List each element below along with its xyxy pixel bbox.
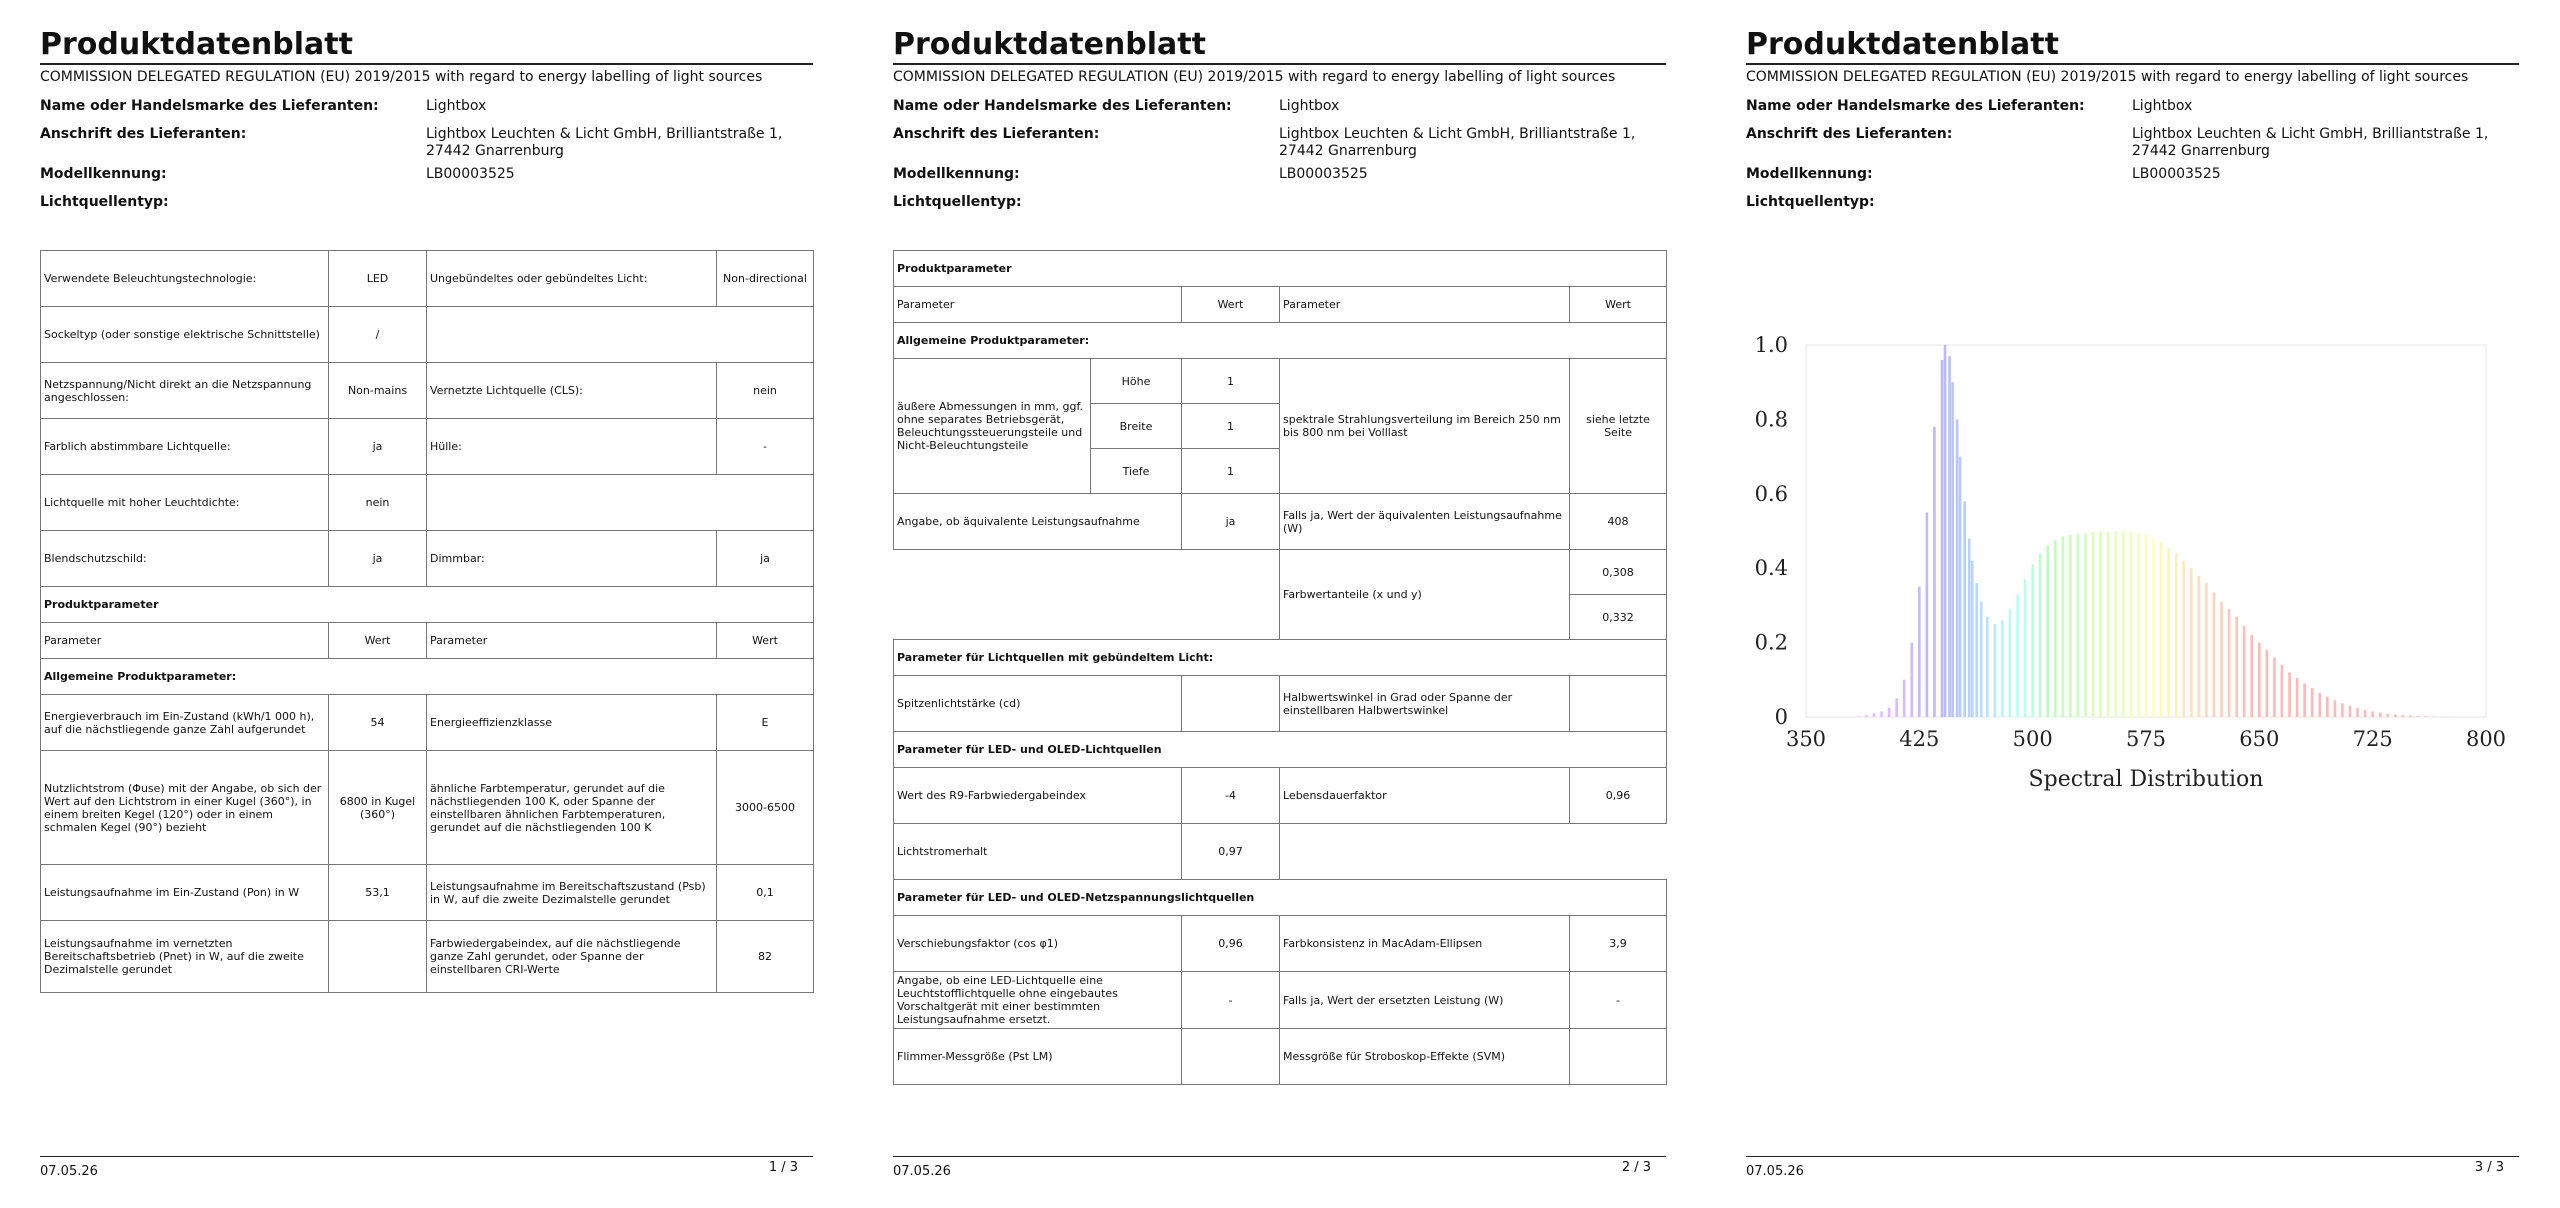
spectrum-bar — [2077, 534, 2080, 717]
spectral-distribution-chart — [1746, 320, 2526, 820]
spectrum-bar — [2356, 708, 2359, 717]
spectrum-bar — [2114, 531, 2117, 717]
spectrum-bar — [2092, 532, 2095, 717]
empty-cell — [1280, 824, 1667, 880]
spectrum-bar — [2417, 716, 2420, 717]
regulation-text: COMMISSION DELEGATED REGULATION (EU) 2019/2015 with regard to energy labelling of light sources — [1746, 69, 2469, 85]
spectrum-bar — [2062, 537, 2065, 717]
height-label: Höhe — [1091, 359, 1182, 404]
macadam-label: Farbkonsistenz in MacAdam-Ellipsen — [1280, 916, 1570, 972]
spectrum-bar — [2137, 533, 2140, 717]
cct-label: ähnliche Farbtemperatur, gerundet auf die nächstliegenden 100 K, oder Spanne der einstellbaren ähnlichen Farbtemperaturen, gerundet auf die nächstliegenden 100 K — [427, 751, 717, 865]
y-tick-label: 1.0 — [1754, 333, 1788, 357]
highlum-value: nein — [329, 475, 427, 531]
spectrum-bar — [2364, 710, 2367, 717]
spectrum-bar — [2145, 535, 2148, 717]
tunable-value: ja — [329, 419, 427, 475]
spectrum-bar — [2409, 716, 2412, 717]
column-header-value: Wert — [717, 623, 814, 659]
r9-label: Wert des R9-Farbwiedergabeindex — [894, 768, 1182, 824]
spectrum-bar — [2024, 579, 2027, 717]
table-row — [41, 363, 814, 419]
supplier-label: Name oder Handelsmarke des Lieferanten: — [1746, 98, 2085, 114]
beam-label: Halbwertswinkel in Grad oder Spanne der einstellbaren Halbwertswinkel — [1280, 676, 1570, 732]
r9-value: -4 — [1182, 768, 1280, 824]
flux-value: 6800 in Kugel (360°) — [329, 751, 427, 865]
spectrum-bar — [1888, 708, 1891, 717]
x-tick-label: 725 — [2352, 727, 2393, 751]
spectrum-bar — [2243, 626, 2246, 717]
mains-value: Non-mains — [329, 363, 427, 419]
spectrum-bar — [2228, 609, 2231, 717]
spectrum-bar — [1858, 716, 1861, 717]
beam-value — [1570, 676, 1667, 732]
type-label: Lichtquellentyp: — [893, 194, 1022, 210]
x-axis-label: Spectral Distribution — [2028, 767, 2264, 792]
table-row — [894, 824, 1667, 880]
table-row — [41, 251, 814, 307]
chroma-x-value: 0,308 — [1570, 550, 1667, 595]
section-heading-directional: Parameter für Lichtquellen mit gebündeltem Licht: — [894, 640, 1667, 676]
column-header-value: Wert — [1570, 287, 1667, 323]
model-label: Modellkennung: — [1746, 166, 1873, 182]
spectrum-bar — [1895, 698, 1898, 717]
address-value: Lightbox Leuchten & Licht GmbH, Brilliantstraße 1, 27442 Gnarrenburg — [1279, 126, 1636, 159]
spectrum-bar — [1910, 643, 1913, 717]
supplier-value: Lightbox — [2132, 98, 2193, 114]
pf-label: Verschiebungsfaktor (cos φ1) — [894, 916, 1182, 972]
dimmable-label: Dimmbar: — [427, 531, 717, 587]
spectrum-bar — [1951, 382, 1954, 717]
cri-label: Farbwiedergabeindex, auf die nächstliegende ganze Zahl gerundet, oder Spanne der einstellbaren CRI-Werte — [427, 921, 717, 993]
spd-label: spektrale Strahlungsverteilung im Bereich 250 nm bis 800 nm bei Volllast — [1280, 359, 1570, 494]
replace-power-label: Falls ja, Wert der ersetzten Leistung (W) — [1280, 972, 1570, 1029]
supplier-value: Lightbox — [426, 98, 487, 114]
section-heading-general: Allgemeine Produktparameter: — [894, 323, 1667, 359]
section-heading-mains: Parameter für LED- und OLED-Netzspannungslichtquellen — [894, 880, 1667, 916]
header-row — [41, 623, 814, 659]
spectrum-bar — [2341, 703, 2344, 717]
table-row — [894, 916, 1667, 972]
section-heading-led: Parameter für LED- und OLED-Lichtquellen — [894, 732, 1667, 768]
spectrum-bar — [2266, 650, 2269, 717]
column-header-param: Parameter — [894, 287, 1182, 323]
column-header-value: Wert — [329, 623, 427, 659]
section-row — [894, 732, 1667, 768]
spectrum-bar — [2182, 561, 2185, 717]
model-label: Modellkennung: — [893, 166, 1020, 182]
svm-label: Messgröße für Stroboskop-Effekte (SVM) — [1280, 1029, 1570, 1085]
spectrum-bar — [1980, 602, 1983, 717]
pnet-value — [329, 921, 427, 993]
height-value: 1 — [1182, 359, 1280, 404]
spectrum-bar — [2273, 657, 2276, 717]
footer-date: 07.05.26 — [893, 1164, 951, 1179]
width-value: 1 — [1182, 404, 1280, 449]
spectrum-bar — [2394, 714, 2397, 717]
spectrum-bar — [2235, 617, 2238, 717]
spectrum-bar — [1975, 583, 1978, 717]
x-tick-label: 650 — [2239, 727, 2280, 751]
footer-date: 07.05.26 — [40, 1164, 98, 1179]
x-tick-label: 575 — [2125, 727, 2167, 751]
address-label: Anschrift des Lieferanten: — [40, 126, 247, 142]
maint-value: 0,97 — [1182, 824, 1280, 880]
maint-label: Lichtstromerhalt — [894, 824, 1182, 880]
spectrum-bar — [1956, 419, 1959, 717]
spectrum-bar — [2198, 576, 2201, 717]
empty-cell — [427, 307, 814, 363]
spectrum-bar — [2122, 531, 2125, 717]
column-header-param: Parameter — [41, 623, 329, 659]
section-row — [894, 251, 1667, 287]
spectrum-bar — [2009, 609, 2012, 717]
cct-value: 3000-6500 — [717, 751, 814, 865]
flicker-label: Flimmer-Messgröße (Pst LM) — [894, 1029, 1182, 1085]
socket-label: Sockeltyp (oder sonstige elektrische Schnittstelle) — [41, 307, 329, 363]
cls-value: nein — [717, 363, 814, 419]
spectrum-bar — [2250, 635, 2253, 717]
regulation-text: COMMISSION DELEGATED REGULATION (EU) 2019/2015 with regard to energy labelling of light sources — [40, 69, 763, 85]
equiv-label: Angabe, ob äquivalente Leistungsaufnahme — [894, 494, 1182, 550]
spectrum-bar — [1941, 360, 1944, 717]
address-label: Anschrift des Lieferanten: — [893, 126, 1100, 142]
spectrum-bar — [2084, 533, 2087, 717]
address-label: Anschrift des Lieferanten: — [1746, 126, 1953, 142]
table-row — [894, 494, 1667, 550]
empty-cell — [894, 550, 1280, 640]
page-number: 3 / 3 — [2474, 1160, 2504, 1175]
macadam-value: 3,9 — [1570, 916, 1667, 972]
page-title: Produktdatenblatt — [40, 27, 353, 62]
spectrum-bar — [2016, 594, 2019, 717]
y-axis-ticks — [1755, 333, 1788, 729]
section-row — [894, 323, 1667, 359]
flicker-value — [1182, 1029, 1280, 1085]
x-tick-label: 425 — [1899, 727, 1940, 751]
spectrum-bar — [1963, 501, 1966, 717]
spectrum-bar — [2258, 643, 2261, 717]
spectrum-bar — [2220, 602, 2223, 717]
pnet-label: Leistungsaufnahme im vernetzten Bereitschaftsbetrieb (Pnet) in W, auf die zweite Dezimalstelle gerundet — [41, 921, 329, 993]
y-tick-label: 0.8 — [1754, 407, 1788, 432]
socket-value: / — [329, 307, 427, 363]
spectrum-bar — [2152, 538, 2155, 717]
cls-label: Vernetzte Lichtquelle (CLS): — [427, 363, 717, 419]
title-divider — [40, 63, 813, 65]
spectrum-bar — [2167, 548, 2170, 717]
spectrum-bar — [1873, 713, 1876, 717]
spectrum-bar — [2039, 553, 2042, 717]
column-header-param: Parameter — [1280, 287, 1570, 323]
antiglare-label: Blendschutzschild: — [41, 531, 329, 587]
replace-power-value: - — [1570, 972, 1667, 1029]
tunable-label: Farblich abstimmbare Lichtquelle: — [41, 419, 329, 475]
page-title: Produktdatenblatt — [893, 27, 1206, 62]
table-row — [894, 972, 1667, 1029]
spectrum-bar — [1865, 715, 1868, 717]
spectrum-bar — [2213, 592, 2216, 717]
spectrum-bar — [2054, 540, 2057, 717]
type-label: Lichtquellentyp: — [1746, 194, 1875, 210]
spd-value: siehe letzte Seite — [1570, 359, 1667, 494]
spectrum-bar — [2099, 532, 2102, 717]
page-title: Produktdatenblatt — [1746, 27, 2059, 62]
section-heading-product: Produktparameter — [894, 251, 1667, 287]
x-tick-label: 500 — [2012, 727, 2053, 751]
equiv-value: ja — [1182, 494, 1280, 550]
footer-divider — [893, 1156, 1666, 1157]
psb-value: 0,1 — [717, 865, 814, 921]
y-tick-label: 0 — [1774, 705, 1788, 729]
y-tick-label: 0.6 — [1754, 481, 1788, 506]
spectrum-bar — [1986, 617, 1989, 717]
model-value: LB00003525 — [1279, 166, 1368, 182]
spectrum-bar — [1948, 356, 1951, 717]
spectrum-bar — [2281, 665, 2284, 717]
chroma-label: Farbwertanteile (x und y) — [1280, 550, 1570, 640]
equiv-power-label: Falls ja, Wert der äquivalenten Leistungsaufnahme (W) — [1280, 494, 1570, 550]
header-row — [894, 287, 1667, 323]
x-tick-label: 800 — [2465, 727, 2507, 751]
flux-label: Nutzlichtstrom (Φuse) mit der Angabe, ob sich der Wert auf den Lichtstrom in einer Kugel (360°), in einem breiten Kegel (120°) oder in einem schmalen Kegel (90°) bezieht — [41, 751, 329, 865]
spectrum-bar — [1918, 587, 1921, 717]
psb-label: Leistungsaufnahme im Bereitschaftszustand (Psb) in W, auf die zweite Dezimalstelle gerundet — [427, 865, 717, 921]
model-value: LB00003525 — [2132, 166, 2221, 182]
spectrum-bar — [2288, 672, 2291, 717]
table-row — [894, 550, 1667, 595]
model-label: Modellkennung: — [40, 166, 167, 182]
directional-value: Non-directional — [717, 251, 814, 307]
spectrum-bar — [2402, 715, 2405, 717]
directional-label: Ungebündeltes oder gebündeltes Licht: — [427, 251, 717, 307]
energy-label: Energieverbrauch im Ein-Zustand (kWh/1 000 h), auf die nächstliegende ganze Zahl aufgerundet — [41, 695, 329, 751]
spectrum-bar — [2432, 716, 2435, 717]
table-row — [894, 676, 1667, 732]
spectrum-bar — [1880, 711, 1883, 717]
replace-value: - — [1182, 972, 1280, 1029]
supplier-label: Name oder Handelsmarke des Lieferanten: — [893, 98, 1232, 114]
spectrum-bar — [2130, 532, 2133, 717]
dimmable-value: ja — [717, 531, 814, 587]
spectrum-bar — [2296, 678, 2299, 717]
spectrum-bar — [2318, 693, 2321, 717]
antiglare-value: ja — [329, 531, 427, 587]
class-value: E — [717, 695, 814, 751]
spectrum-bar — [1968, 538, 1971, 717]
section-row — [41, 659, 814, 695]
parameter-table — [893, 250, 1667, 1085]
title-divider — [893, 63, 1666, 65]
table-row — [894, 359, 1667, 404]
table-row — [41, 419, 814, 475]
survival-label: Lebensdauerfaktor — [1280, 768, 1570, 824]
table-row — [41, 695, 814, 751]
spectrum-bar — [2205, 583, 2208, 717]
table-row — [41, 307, 814, 363]
page-2 — [893, 0, 1673, 1208]
empty-cell — [427, 475, 814, 531]
table-row — [41, 475, 814, 531]
spectrum-bar — [1903, 680, 1906, 717]
supplier-value: Lightbox — [1279, 98, 1340, 114]
depth-value: 1 — [1182, 449, 1280, 494]
spectrum-bar — [2334, 700, 2337, 717]
pf-value: 0,96 — [1182, 916, 1280, 972]
spectrum-bar — [2371, 711, 2374, 717]
footer-date: 07.05.26 — [1746, 1164, 1804, 1179]
width-label: Breite — [1091, 404, 1182, 449]
peak-value — [1182, 676, 1280, 732]
table-row — [41, 531, 814, 587]
table-row — [41, 865, 814, 921]
table-row — [894, 768, 1667, 824]
spectrum-bar — [2349, 706, 2352, 717]
mains-label: Netzspannung/Nicht direkt an die Netzspannung angeschlossen: — [41, 363, 329, 419]
replace-label: Angabe, ob eine LED-Lichtquelle eine Leuchtstofflichtquelle ohne eingebautes Vorschaltgerät mit einer bestimmten Leistungsaufnahme ersetzt. — [894, 972, 1182, 1029]
spectrum-bar — [2001, 620, 2004, 717]
x-axis-ticks — [1786, 727, 2506, 751]
table-row — [41, 751, 814, 865]
envelope-label: Hülle: — [427, 419, 717, 475]
supplier-label: Name oder Handelsmarke des Lieferanten: — [40, 98, 379, 114]
envelope-value: - — [717, 419, 814, 475]
spectrum-bar — [1933, 427, 1936, 717]
spectrum-bar — [2379, 713, 2382, 717]
address-value: Lightbox Leuchten & Licht GmbH, Brilliantstraße 1, 27442 Gnarrenburg — [2132, 126, 2489, 159]
y-tick-label: 0.2 — [1754, 630, 1788, 655]
column-header-value: Wert — [1182, 287, 1280, 323]
page-number: 1 / 3 — [768, 1160, 798, 1175]
svm-value — [1570, 1029, 1667, 1085]
dims-label: äußere Abmessungen in mm, ggf. ohne separates Betriebsgerät, Beleuchtungssteuerungsteile und Nicht-Beleuchtungsteile — [894, 359, 1091, 494]
spectrum-bar — [2107, 531, 2110, 717]
x-tick-label: 350 — [1785, 727, 1827, 751]
section-row — [894, 640, 1667, 676]
address-value: Lightbox Leuchten & Licht GmbH, Brilliantstraße 1, 27442 Gnarrenburg — [426, 126, 783, 159]
spectrum-bar — [2160, 542, 2163, 717]
column-header-param: Parameter — [427, 623, 717, 659]
title-divider — [1746, 63, 2519, 65]
section-row — [41, 587, 814, 623]
footer-divider — [40, 1156, 813, 1157]
table-row — [894, 1029, 1667, 1085]
spectrum-bar — [1944, 345, 1947, 717]
cri-value: 82 — [717, 921, 814, 993]
spectrum-bar — [2190, 568, 2193, 717]
survival-value: 0,96 — [1570, 768, 1667, 824]
section-row — [894, 880, 1667, 916]
section-heading-general: Allgemeine Produktparameter: — [41, 659, 814, 695]
spectrum-bars — [1858, 345, 2450, 717]
spectrum-bar — [1926, 512, 1929, 717]
y-tick-label: 0.4 — [1754, 556, 1788, 581]
parameter-table — [40, 250, 814, 993]
page-3 — [1746, 0, 2526, 1208]
pon-value: 53,1 — [329, 865, 427, 921]
peak-label: Spitzenlichtstärke (cd) — [894, 676, 1182, 732]
spectrum-bar — [2424, 716, 2427, 717]
section-heading-product: Produktparameter — [41, 587, 814, 623]
table-row — [41, 921, 814, 993]
spectrum-bar — [1971, 561, 1974, 717]
pon-label: Leistungsaufnahme im Ein-Zustand (Pon) in W — [41, 865, 329, 921]
footer-divider — [1746, 1156, 2519, 1157]
highlum-label: Lichtquelle mit hoher Leuchtdichte: — [41, 475, 329, 531]
spectrum-bar — [2311, 688, 2314, 717]
chroma-y-value: 0,332 — [1570, 595, 1667, 640]
page-number: 2 / 3 — [1621, 1160, 1651, 1175]
spectrum-bar — [2326, 697, 2329, 717]
equiv-power-value: 408 — [1570, 494, 1667, 550]
spectrum-bar — [2175, 553, 2178, 717]
spectrum-bar — [1994, 624, 1997, 717]
page-1 — [40, 0, 820, 1208]
spectrum-bar — [2031, 564, 2034, 717]
spectrum-bar — [2046, 546, 2049, 717]
regulation-text: COMMISSION DELEGATED REGULATION (EU) 2019/2015 with regard to energy labelling of light sources — [893, 69, 1616, 85]
spectrum-bar — [2386, 714, 2389, 717]
spectrum-bar — [2303, 684, 2306, 717]
tech-value: LED — [329, 251, 427, 307]
class-label: Energieeffizienzklasse — [427, 695, 717, 751]
spectrum-bar — [2069, 535, 2072, 717]
model-value: LB00003525 — [426, 166, 515, 182]
depth-label: Tiefe — [1091, 449, 1182, 494]
energy-value: 54 — [329, 695, 427, 751]
tech-label: Verwendete Beleuchtungstechnologie: — [41, 251, 329, 307]
type-label: Lichtquellentyp: — [40, 194, 169, 210]
spectrum-bar — [1959, 457, 1962, 717]
